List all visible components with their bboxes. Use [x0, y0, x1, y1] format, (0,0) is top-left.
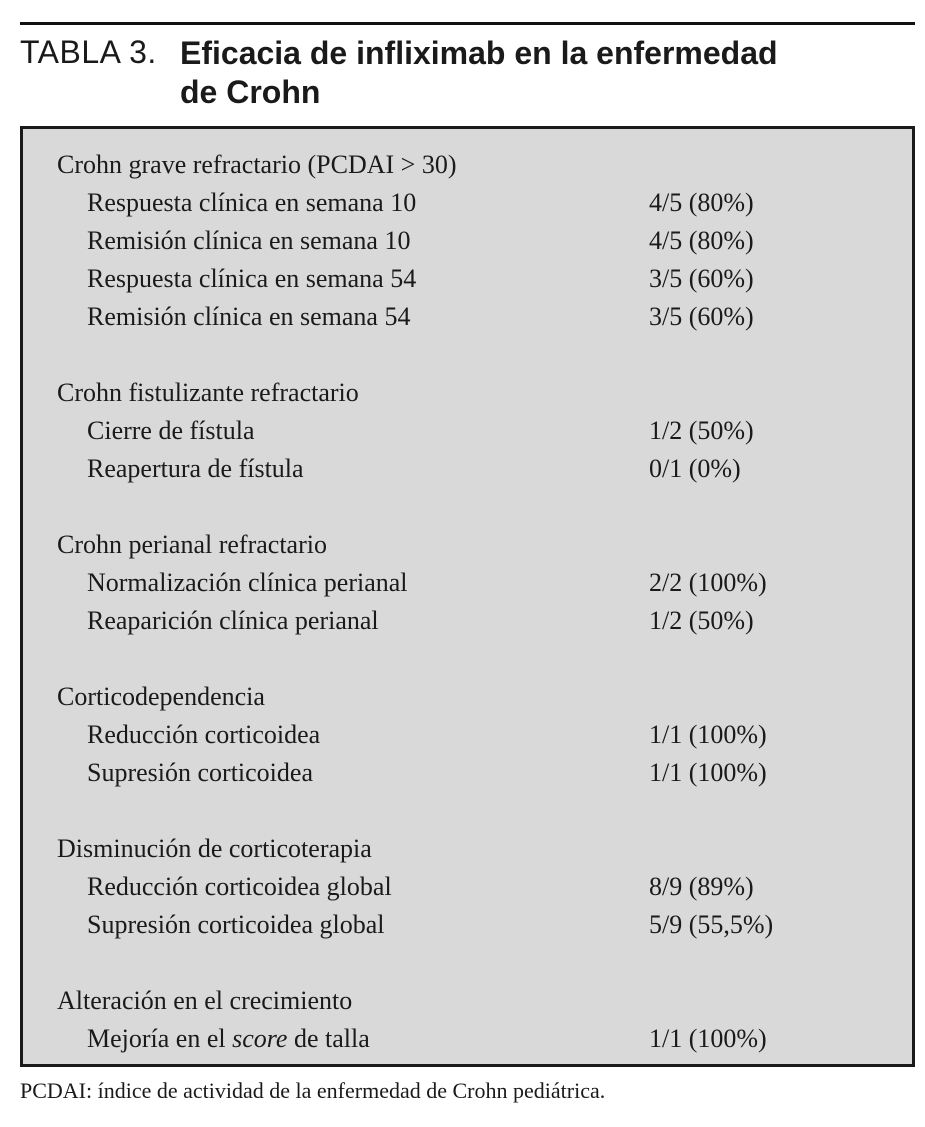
table-row	[23, 564, 912, 602]
table-row	[23, 716, 912, 754]
row-value: 1/1 (100%)	[649, 1024, 767, 1053]
row-value: 8/9 (89%)	[649, 872, 754, 901]
row-value: 4/5 (80%)	[649, 226, 754, 255]
row-label-suffix: de talla	[287, 1024, 370, 1053]
row-label-italic: score	[232, 1024, 288, 1053]
table-row	[23, 260, 912, 298]
table-title-line1: Eficacia de infliximab en la enfermedad	[180, 35, 778, 71]
row-value: 1/1 (100%)	[649, 758, 767, 787]
group-title-row	[23, 374, 912, 412]
row-label: Supresión corticoidea global	[87, 910, 385, 939]
table-title-line2: de Crohn	[180, 74, 321, 110]
group-title-row	[23, 146, 912, 184]
row-label: Respuesta clínica en semana 10	[87, 188, 417, 217]
table-row	[23, 222, 912, 260]
table-row	[23, 868, 912, 906]
results-table	[20, 126, 915, 1067]
row-label	[87, 1020, 370, 1058]
row-label: Reaparición clínica perianal	[87, 606, 379, 635]
table-row	[23, 450, 912, 488]
row-label: Reducción corticoidea global	[87, 872, 392, 901]
row-label-prefix: Mejoría en el	[87, 1024, 233, 1053]
table-row	[23, 412, 912, 450]
table-row	[23, 298, 912, 336]
row-label: Supresión corticoidea	[87, 758, 313, 787]
table-row	[23, 906, 912, 944]
table-row	[23, 602, 912, 640]
row-label: Cierre de fístula	[87, 416, 255, 445]
table-row	[23, 184, 912, 222]
row-value: 5/9 (55,5%)	[649, 910, 774, 939]
group-title: Corticodependencia	[57, 682, 265, 711]
table-title	[180, 34, 880, 112]
row-value: 0/1 (0%)	[649, 454, 741, 483]
row-value: 1/1 (100%)	[649, 720, 767, 749]
group-title: Crohn grave refractario (PCDAI > 30)	[57, 150, 457, 179]
row-value: 3/5 (60%)	[649, 264, 754, 293]
row-value: 2/2 (100%)	[649, 568, 767, 597]
row-value: 1/2 (50%)	[649, 416, 754, 445]
row-label: Normalización clínica perianal	[87, 568, 408, 597]
group-title: Alteración en el crecimiento	[57, 986, 353, 1015]
row-label: Respuesta clínica en semana 54	[87, 264, 417, 293]
top-rule	[20, 22, 915, 25]
table-row	[23, 754, 912, 792]
row-value: 3/5 (60%)	[649, 302, 754, 331]
group-title: Crohn perianal refractario	[57, 530, 327, 559]
row-label: Reapertura de fístula	[87, 454, 304, 483]
table-number-label: TABLA 3.	[20, 34, 157, 70]
row-value: 1/2 (50%)	[649, 606, 754, 635]
group-title: Crohn fistulizante refractario	[57, 378, 359, 407]
group-title-row	[23, 830, 912, 868]
table-footnote: PCDAI: índice de actividad de la enfermedad de Crohn pediátrica.	[20, 1078, 606, 1103]
group-title: Disminución de corticoterapia	[57, 834, 372, 863]
row-label: Reducción corticoidea	[87, 720, 321, 749]
row-label: Remisión clínica en semana 10	[87, 226, 411, 255]
row-value: 4/5 (80%)	[649, 188, 754, 217]
table-row	[23, 1020, 912, 1058]
group-title-row	[23, 982, 912, 1020]
group-title-row	[23, 678, 912, 716]
group-title-row	[23, 526, 912, 564]
row-label: Remisión clínica en semana 54	[87, 302, 411, 331]
